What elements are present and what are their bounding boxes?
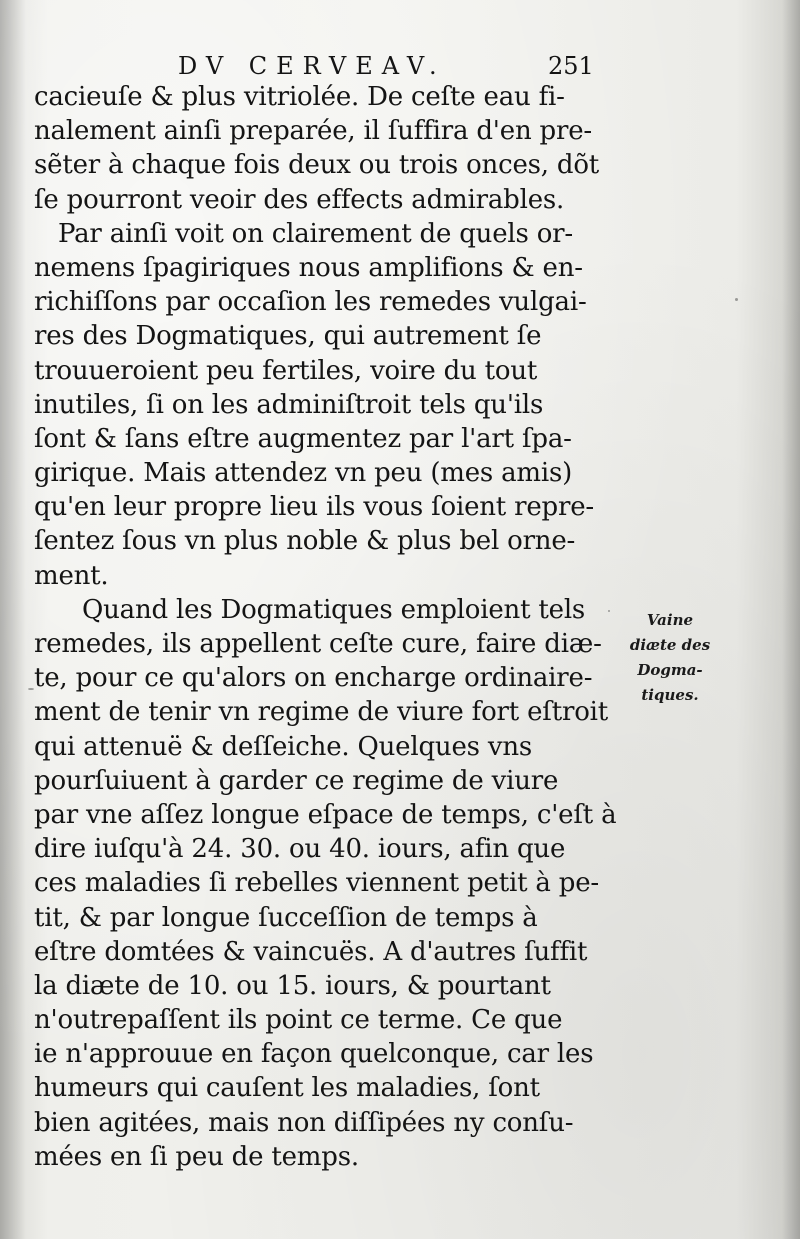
paper-speck	[28, 688, 34, 690]
margin-note-line: Vaine	[646, 611, 694, 629]
text-line: mées en ſi peu de temps.	[34, 1141, 359, 1172]
text-line: trouueroient peu fertiles, voire du tout	[34, 355, 538, 386]
text-line: qu'en leur propre lieu ils vous ſoient repre-	[34, 492, 594, 523]
text-line: humeurs qui cauſent les maladies, ſont	[34, 1073, 540, 1104]
paper-speck	[735, 298, 738, 301]
text-line: ſont & ſans eſtre augmentez par l'art ſpa-	[34, 423, 572, 454]
body-text	[34, 80, 634, 1174]
page-edge-shadow	[782, 0, 800, 1239]
text-line: richiſſons par occaſion les remedes vulgai-	[34, 287, 587, 318]
text-line: nalement ainſi preparée, il ſuffira d'en pre-	[34, 116, 592, 147]
text-line: girique. Mais attendez vn peu (mes amis)	[34, 458, 573, 489]
text-line: tit, & par longue ſucceſſion de temps à	[34, 902, 538, 933]
page-number: 251	[548, 52, 594, 80]
gutter-shadow	[0, 0, 26, 1239]
margin-note-line: diæte des	[629, 636, 711, 654]
text-line: sẽter à chaque fois deux ou trois onces, dõt	[34, 150, 600, 181]
text-line: par vne aſſez longue eſpace de temps, c'eſt à	[34, 799, 617, 830]
text-line: ſentez ſous vn plus noble & plus bel orne-	[34, 526, 576, 557]
paper-speck	[608, 610, 610, 612]
margin-note-line: tiques.	[641, 686, 699, 704]
text-line: ment de tenir vn regime de viure fort eſtroit	[34, 697, 609, 728]
text-line: Par ainſi voit on clairement de quels or-	[58, 218, 573, 249]
running-head: DV CERVEAV.	[178, 52, 446, 80]
text-line: n'outrepaſſent ils point ce terme. Ce que	[34, 1005, 563, 1036]
text-line: remedes, ils appellent ceſte cure, faire diæ-	[34, 629, 602, 659]
text-line: inutiles, ſi on les adminiſtroit tels qu'ils	[34, 389, 544, 420]
margin-note-line: Dogma-	[637, 661, 703, 679]
text-line: cacieuſe & plus vitriolée. De ceſte eau fi-	[34, 82, 565, 112]
margin-note	[624, 608, 716, 708]
text-line: Quand les Dogmatiques emploient tels	[82, 594, 586, 625]
text-line: qui attenuë & deſſeiche. Quelques vns	[34, 731, 533, 762]
text-line: nemens ſpagiriques nous amplifions & en-	[34, 252, 583, 283]
text-line: la diæte de 10. ou 15. iours, & pourtant	[34, 970, 551, 1001]
text-line: eſtre domtées & vaincuës. A d'autres ſuffit	[34, 936, 588, 967]
text-line: ſe pourront veoir des effects admirables.	[34, 184, 565, 215]
text-line: ie n'approuue en façon quelconque, car les	[34, 1039, 594, 1070]
text-line: dire iuſqu'à 24. 30. ou 40. iours, afin que	[34, 834, 566, 865]
text-line: pourſuiuent à garder ce regime de viure	[34, 765, 559, 796]
text-line: ment.	[34, 560, 109, 591]
text-line: res des Dogmatiques, qui autrement ſe	[34, 321, 542, 352]
text-line: ces maladies ſi rebelles viennent petit à pe-	[34, 868, 599, 899]
text-line: te, pour ce qu'alors on encharge ordinaire-	[34, 663, 593, 694]
text-line: bien agitées, mais non diſſipées ny conſu-	[34, 1107, 574, 1138]
